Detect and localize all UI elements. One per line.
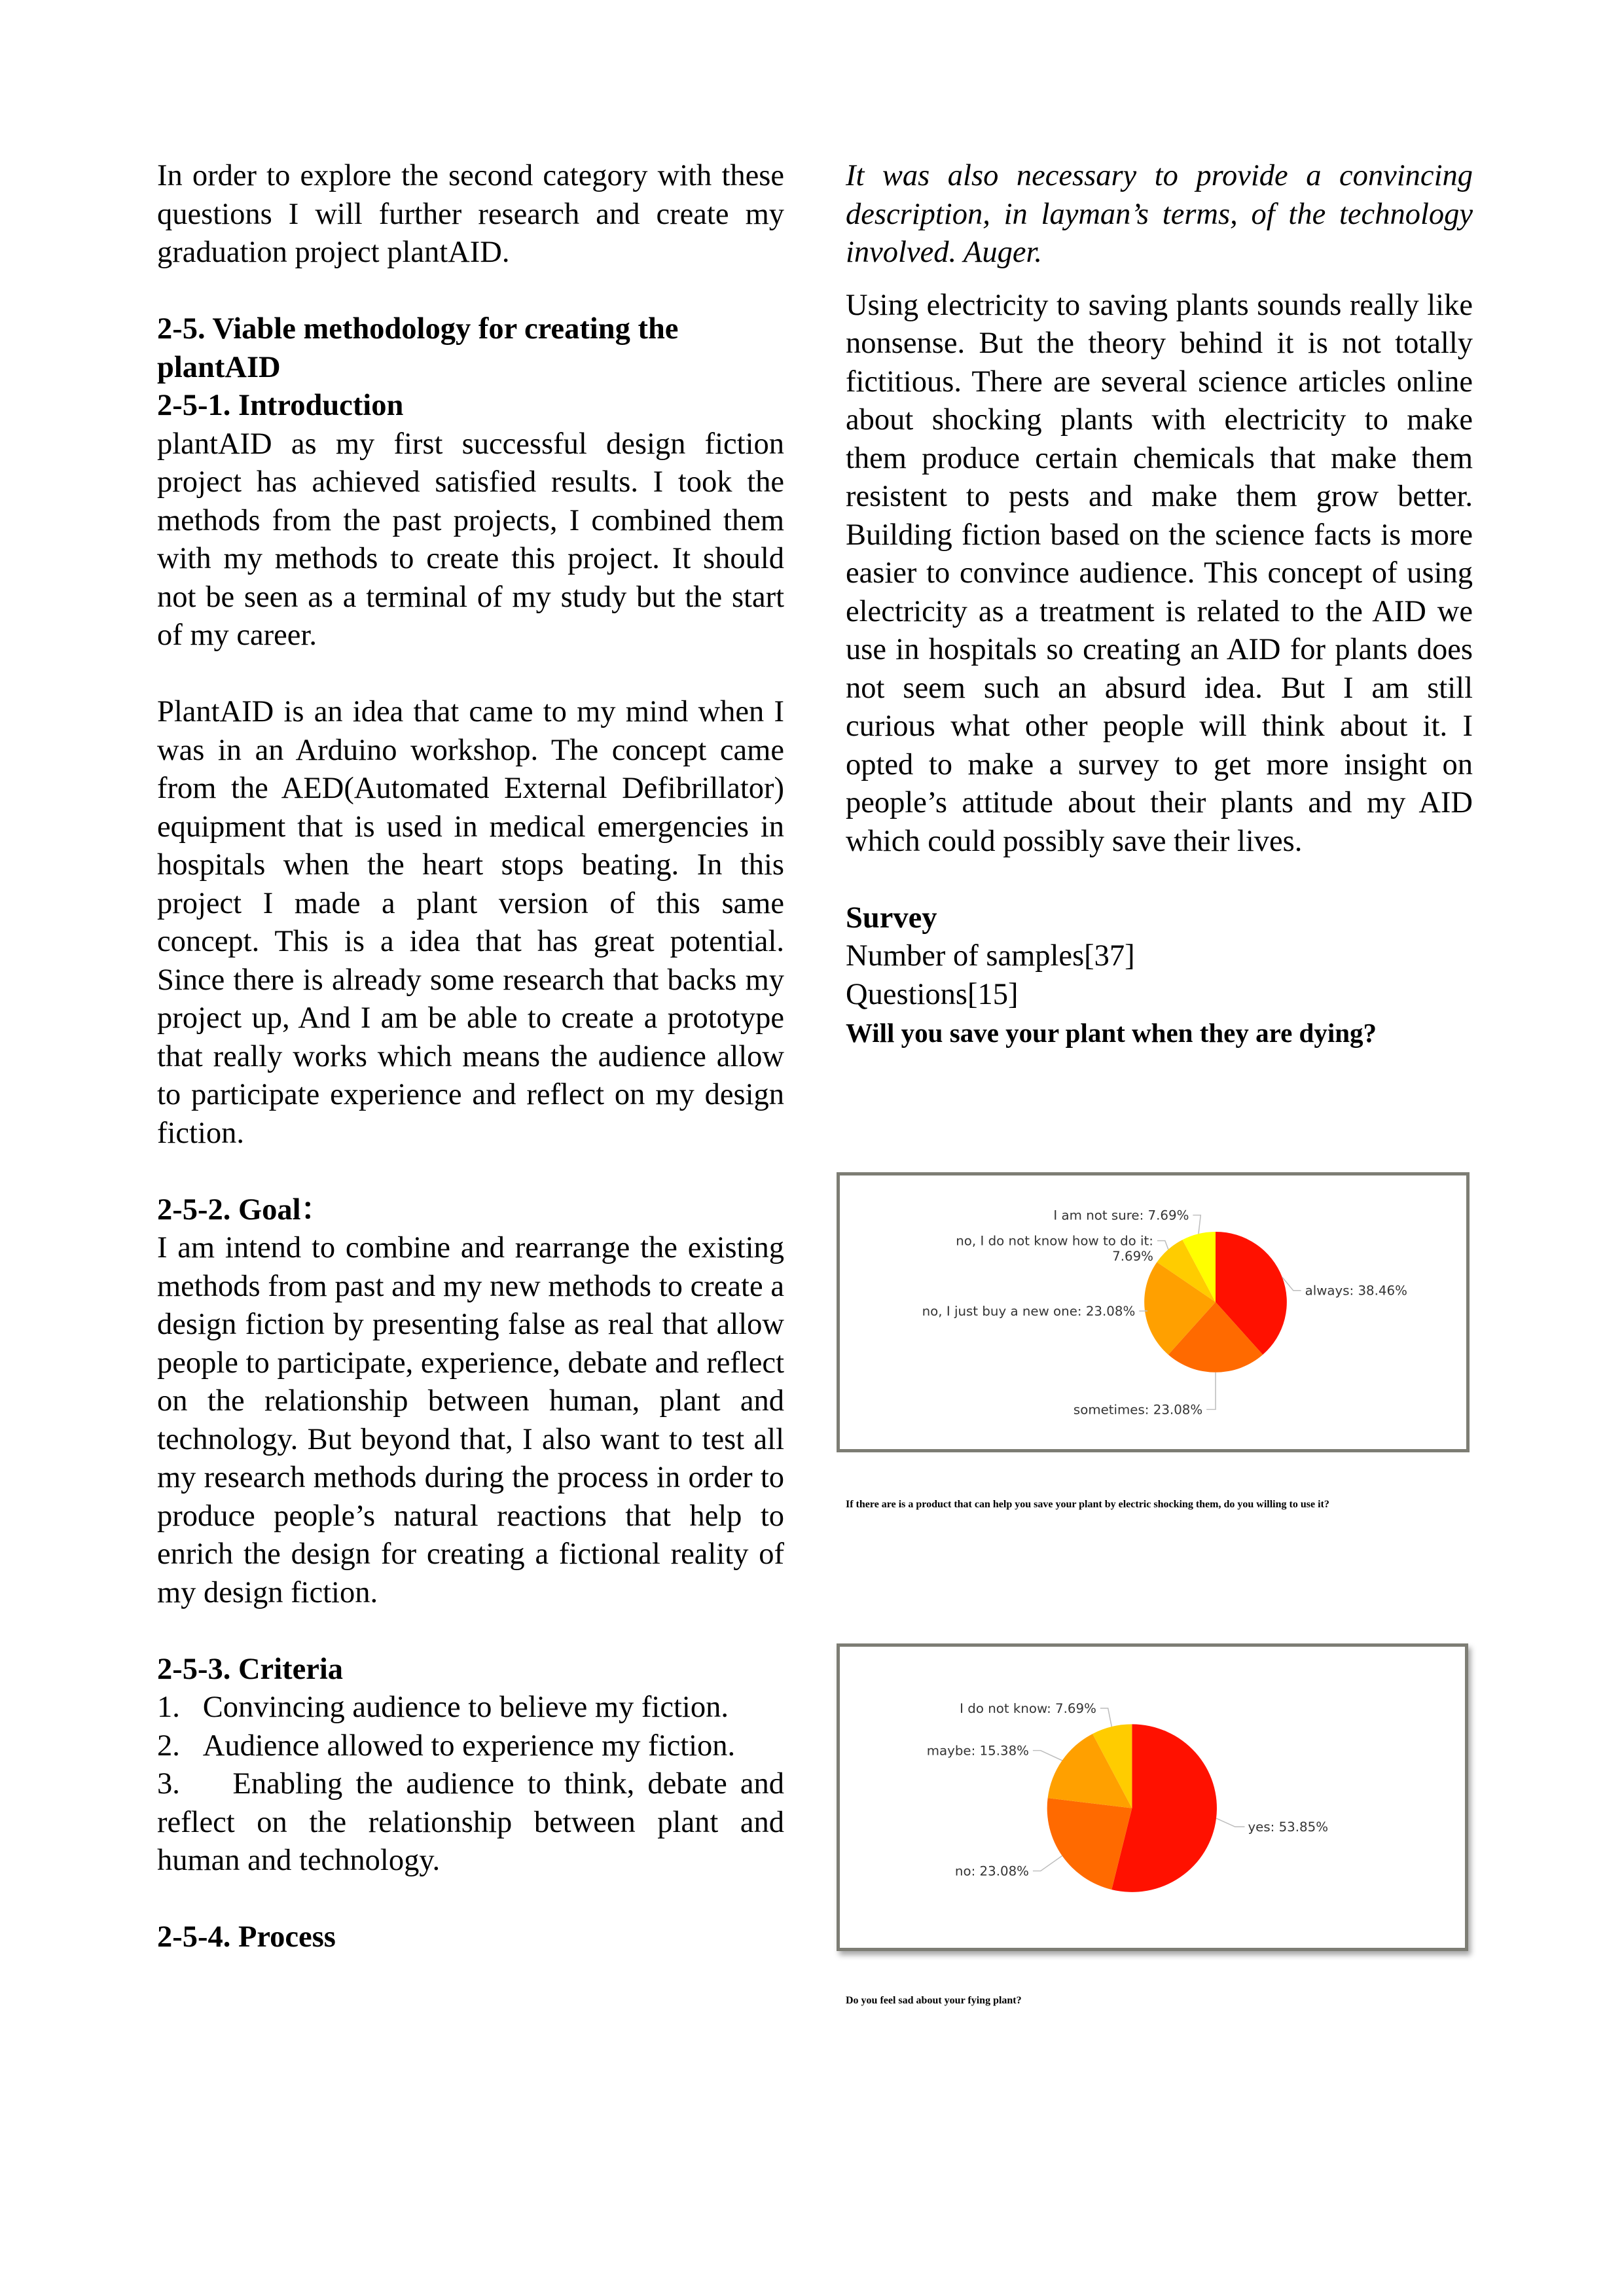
auger-quote — [846, 157, 1473, 272]
quote-text: It was also necessary to provide a convincing description, in layman’s terms, of the technology involved — [846, 159, 1473, 269]
left-column — [157, 157, 784, 1957]
pie-label: sometimes: 23.08% — [1073, 1402, 1203, 1418]
pie-label: no, I do not know how to do it: — [956, 1233, 1153, 1249]
pie-chart-2-svg — [840, 1647, 1465, 1948]
plantaid-paragraph: PlantAID is an idea that came to my mind when I was in an Arduino workshop. The concept came from the AED(Automated External Defibrillator) equipment that is used in medical emergencies in hospitals when the heart stops beating. In this project I made a plant version of this same concept. This is a idea that has great potential. Since there is already some research that backs my project up, And I am be able to create a prototype that really works which means the audience allow to participate experience and reflect on my design fiction. — [157, 695, 784, 1150]
survey-samples: Number of samples[37] — [846, 939, 1135, 973]
leader-line — [1216, 1818, 1245, 1827]
leader-line — [1033, 1751, 1062, 1761]
pie-label: I do not know: 7.69% — [960, 1700, 1096, 1716]
pie-label: 7.69% — [1112, 1249, 1153, 1264]
pie-label: yes: 53.85% — [1248, 1819, 1329, 1835]
leader-line — [1157, 1241, 1168, 1249]
pie-label: I am not sure: 7.69% — [1053, 1208, 1189, 1223]
introduction-body: plantAID as my first successful design fiction project has achieved satisfied results. I took the methods from the past projects, I combined them with my methods to create this project. It should not be seen as a terminal of my study but the start of my career. — [157, 427, 784, 652]
intro-paragraph: In order to explore the second category with these questions I will further research and create my graduation project plantAID. — [157, 159, 784, 269]
question-2: If there are is a product that can help you save your plant by electric shocking them, do you willing to use it? — [846, 1499, 1329, 1510]
section-heading-2-5 — [157, 310, 784, 387]
question-1: Will you save your plant when they are dying? — [846, 1018, 1377, 1048]
subheading-introduction: 2-5-1. Introduction — [157, 389, 404, 422]
leader-line — [1206, 1372, 1216, 1410]
leader-line — [1100, 1708, 1111, 1727]
subheading-criteria: 2-5-3. Criteria — [157, 1652, 344, 1686]
pie-chart-willing-to-use — [837, 1643, 1468, 1951]
pie-label: no: 23.08% — [954, 1863, 1029, 1879]
goal-body: I am intend to combine and rearrange the existing methods from past and my new methods to create a design fiction by presenting false as real that allow people to participate, experience, debate and reflect on the relationship between human, plant and technology. But beyond that, I also want to test all my research methods during the process in order to produce people’s natural reactions that help to enrich the design for creating a fictional reality of my design fiction. — [157, 1231, 784, 1609]
leader-line — [1193, 1215, 1200, 1234]
quote-attribution: . Auger. — [948, 236, 1043, 269]
criteria-item: 3. Enabling the audience to think, debate and reflect on the relationship between plant and human and technology. — [157, 1767, 784, 1877]
section-heading-line1: 2-5. Viable methodology for creating the — [157, 312, 679, 346]
criteria-list — [157, 1689, 784, 1880]
question-3: Do you feel sad about your fying plant? — [846, 1995, 1022, 2006]
pie-label: maybe: 15.38% — [926, 1743, 1029, 1759]
criteria-item: 2. Audience allowed to experience my fiction. — [157, 1729, 736, 1763]
pie-label: always: 38.46% — [1305, 1283, 1407, 1299]
subheading-goal: 2-5-2. Goal： — [157, 1193, 332, 1227]
subheading-process: 2-5-4. Process — [157, 1920, 336, 1954]
pie-chart-save-plant — [837, 1172, 1470, 1452]
criteria-item: 1. Convincing audience to believe my fiction. — [157, 1691, 729, 1724]
electricity-paragraph: Using electricity to saving plants sounds really like nonsense. But the theory behind it is not totally fictitious. There are several science articles online about shocking plants with electricity to make them produce certain chemicals that make them resistent to pests and make them grow better. Building fiction based on the science facts is more easier to convince audience. This concept of using electricity as a treatment is related to the AID we use in hospitals so creating an AID for plants does not seem such an absurd idea. But I am still curious what other people will think about it. I opted to make a survey to get more insight on people’s attitude about their plants and my AID which could possibly save their lives. — [846, 288, 1473, 858]
leader-line — [1033, 1856, 1062, 1871]
leader-line — [1139, 1310, 1147, 1311]
pie-label: no, I just buy a new one: 23.08% — [922, 1304, 1136, 1319]
section-heading-line2: plantAID — [157, 350, 281, 384]
pie-chart-1-svg — [840, 1175, 1466, 1449]
survey-questions-count: Questions[15] — [846, 977, 1019, 1011]
right-column — [846, 157, 1473, 1052]
survey-heading: Survey — [846, 901, 937, 935]
